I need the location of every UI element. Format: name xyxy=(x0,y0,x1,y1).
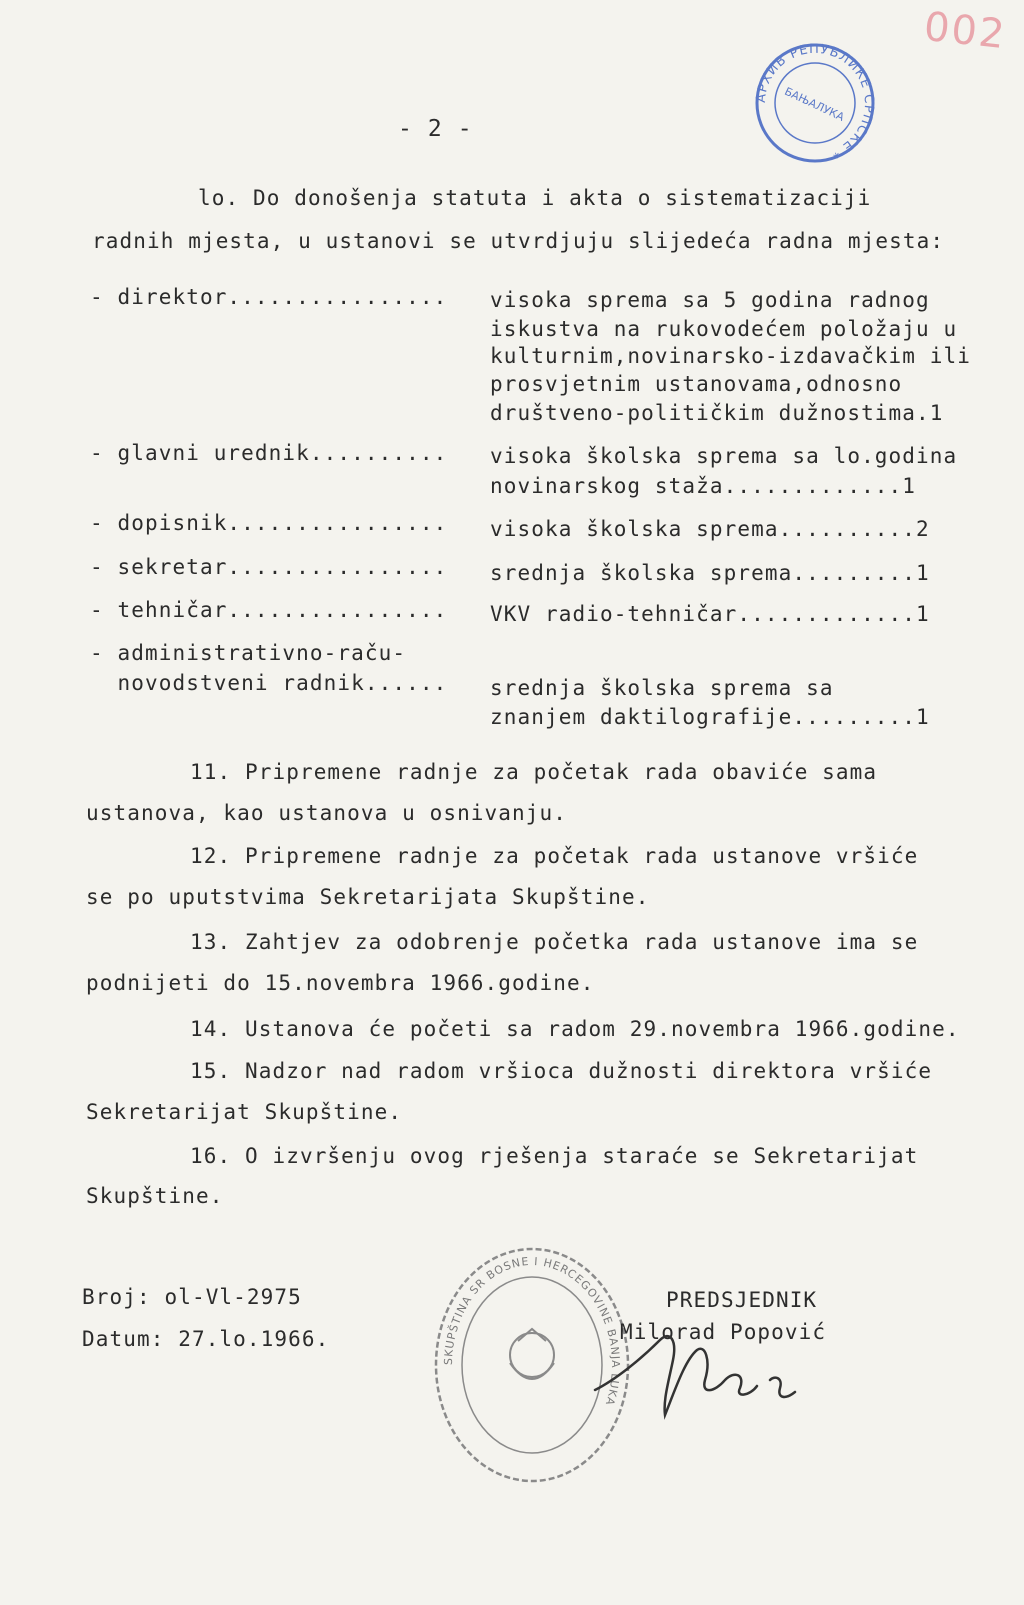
item-15-line-1: 15. Nadzor nad radom vršioca dužnosti direktora vršiće xyxy=(190,1059,933,1083)
signatory-name: Milorad Popović xyxy=(620,1320,827,1344)
svg-text:SKUPŠTINA SR BOSNE I HERCEGOVI: SKUPŠTINA SR BOSNE I HERCEGOVINE BANJA LUKA xyxy=(441,1254,623,1408)
position-left: - tehničar................ xyxy=(90,598,448,622)
position-left: novodstveni radnik...... xyxy=(90,671,448,695)
archive-stamp xyxy=(752,40,878,170)
svg-text:АРХИВ РЕПУБЛИКЕ СРПСКЕ *: АРХИВ РЕПУБЛИКЕ СРПСКЕ * xyxy=(753,41,877,162)
position-left: - glavni urednik.......... xyxy=(90,441,448,465)
document-number: Broj: ol-Vl-2975 xyxy=(82,1285,302,1309)
position-requirement: prosvjetnim ustanovama,odnosno xyxy=(490,372,903,396)
handwritten-signature xyxy=(585,1320,815,1434)
signature-scribble xyxy=(585,1320,815,1430)
document-date: Datum: 27.lo.1966. xyxy=(82,1327,330,1351)
item-16-line-1: 16. O izvršenju ovog rješenja staraće se Sekretarijat xyxy=(190,1144,919,1168)
intro-line-1: lo. Do donošenja statuta i akta o sistematizaciji xyxy=(198,186,872,210)
position-requirement: visoka školska sprema..........2 xyxy=(490,517,930,541)
position-left: - sekretar................ xyxy=(90,555,448,579)
handwritten-archive-number: 002 xyxy=(921,3,1009,59)
item-16-line-2: Skupštine. xyxy=(86,1184,224,1208)
item-13-line-2: podnijeti do 15.novembra 1966.godine. xyxy=(86,971,595,995)
position-requirement: novinarskog staža.............1 xyxy=(490,474,917,498)
position-requirement: kulturnim,novinarsko-izdavačkim ili xyxy=(490,344,972,368)
page-number: - 2 - xyxy=(398,116,473,142)
item-12-line-2: se po uputstvima Sekretarijata Skupštine. xyxy=(86,885,650,909)
archive-stamp-seal xyxy=(752,40,878,166)
item-11-line-2: ustanova, kao ustanova u osnivanju. xyxy=(86,801,568,825)
signatory-title: PREDSJEDNIK xyxy=(666,1288,818,1312)
position-requirement: iskustva na rukovodećem položaju u xyxy=(490,317,958,341)
item-15-line-2: Sekretarijat Skupštine. xyxy=(86,1100,403,1124)
position-requirement: VKV radio-tehničar.............1 xyxy=(490,602,930,626)
svg-text:БАЊАЛУКА: БАЊАЛУКА xyxy=(782,84,847,124)
item-12-line-1: 12. Pripremene radnje za početak rada ustanove vršiće xyxy=(190,844,919,868)
position-requirement: znanjem daktilografije.........1 xyxy=(490,705,930,729)
item-13-line-1: 13. Zahtjev za odobrenje početka rada ustanove ima se xyxy=(190,930,919,954)
position-requirement: društveno-političkim dužnostima.1 xyxy=(490,401,944,425)
position-left: - dopisnik................ xyxy=(90,511,448,535)
position-requirement: srednja školska sprema sa xyxy=(490,676,834,700)
item-14-line-1: 14. Ustanova će početi sa radom 29.novembra 1966.godine. xyxy=(190,1017,960,1041)
position-left: - administrativno-raču- xyxy=(90,641,407,665)
position-requirement: srednja školska sprema.........1 xyxy=(490,561,930,585)
item-11-line-1: 11. Pripremene radnje za početak rada obaviće sama xyxy=(190,760,878,784)
position-requirement: visoka školska sprema sa lo.godina xyxy=(490,444,958,468)
position-requirement: visoka sprema sa 5 godina radnog xyxy=(490,288,930,312)
intro-line-2: radnih mjesta, u ustanovi se utvrdjuju slijedeća radna mjesta: xyxy=(92,229,945,253)
position-left: - direktor................ xyxy=(90,285,448,309)
